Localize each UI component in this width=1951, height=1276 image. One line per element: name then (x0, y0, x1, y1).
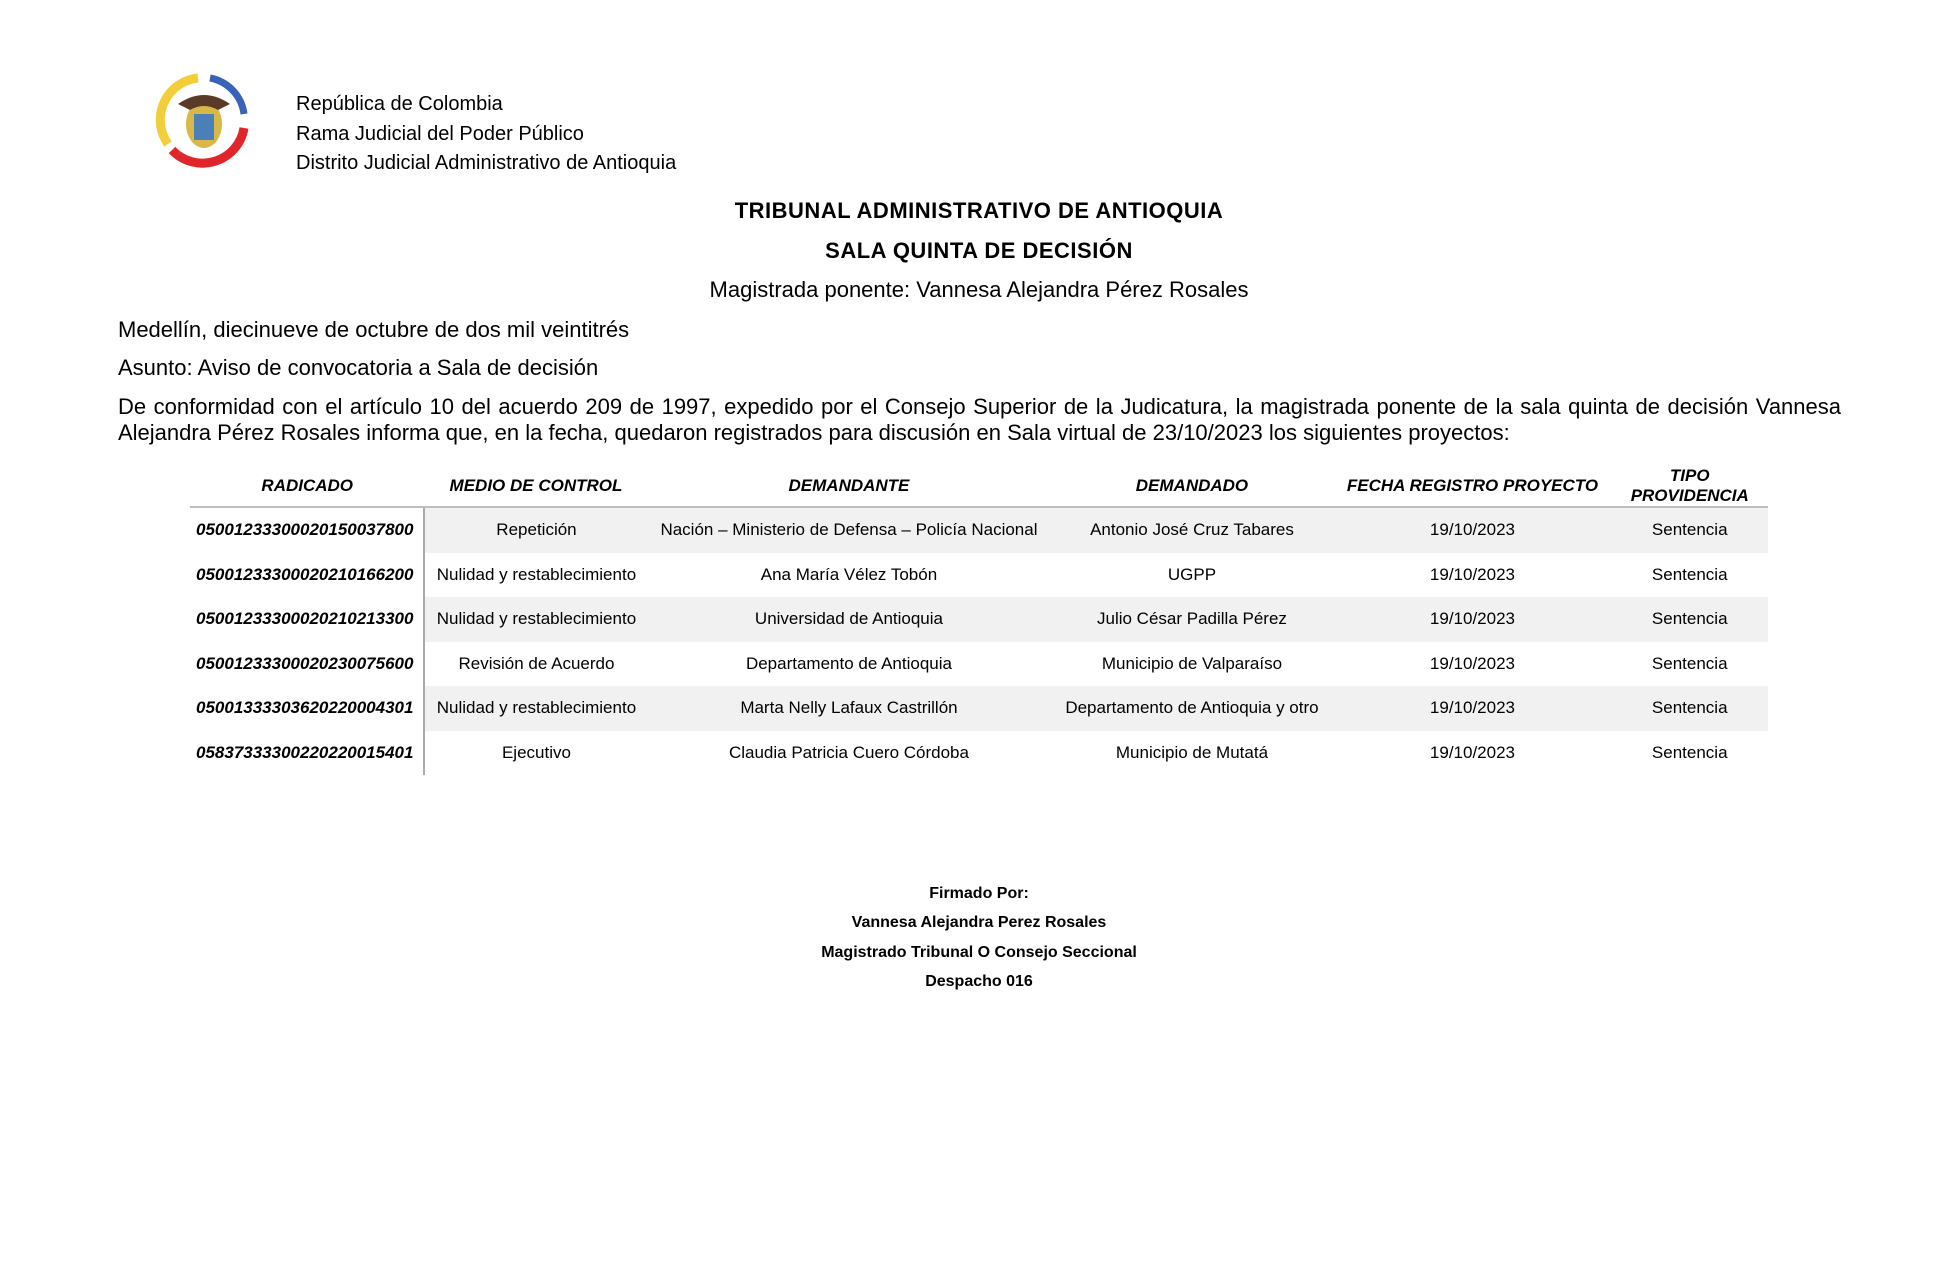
cell-fecha: 19/10/2023 (1333, 597, 1611, 642)
intro-paragraph: De conformidad con el artículo 10 del acuerdo 209 de 1997, expedido por el Consejo Superior de la Judicatura, la magistrada ponente de la sala quinta de decisión Vannesa Alejandra Pérez Rosales informa que, en la fecha, quedaron registrados para discusión en Sala virtual de 23/10/2023 los siguientes proyectos: (118, 394, 1841, 445)
cell-demandante: Universidad de Antioquia (647, 597, 1050, 642)
cell-demandado: Antonio José Cruz Tabares (1050, 507, 1333, 553)
signer-office: Despacho 016 (925, 973, 1033, 990)
cell-demandado: Julio César Padilla Pérez (1050, 597, 1333, 642)
cell-tipo: Sentencia (1651, 742, 1728, 762)
document-title: TRIBUNAL ADMINISTRATIVO DE ANTIOQUIA (734, 198, 1224, 223)
col-demandado: DEMANDADO (1050, 466, 1333, 507)
col-demandante: DEMANDANTE (647, 466, 1050, 507)
cell-demandante: Departamento de Antioquia (745, 653, 952, 673)
cell-tipo: Sentencia (1611, 597, 1768, 642)
cell-radicado: 05001333303620220004301 (190, 686, 424, 731)
cell-demandante: Claudia Patricia Cuero Córdoba (728, 742, 969, 762)
cell-radicado: 05001233300020230075600 (190, 642, 424, 687)
col-fecha: FECHA REGISTRO PROYECTO (1333, 466, 1611, 507)
cell-medio-control: Repetición (424, 507, 647, 553)
cell-radicado: 05001233300020210213300 (190, 597, 424, 642)
cell-tipo: Sentencia (1651, 653, 1728, 673)
cell-medio-control: Ejecutivo (501, 742, 571, 762)
place-date: Medellín, diecinueve de octubre de dos mil veintitrés (118, 317, 630, 342)
cell-tipo: Sentencia (1651, 564, 1728, 584)
projects-table (190, 466, 1768, 775)
cell-fecha: 19/10/2023 (1429, 564, 1516, 584)
cell-demandado: UGPP (1167, 564, 1217, 584)
cell-fecha: 19/10/2023 (1429, 653, 1516, 673)
table-row (190, 642, 1768, 687)
table-row (190, 597, 1768, 642)
cell-tipo: Sentencia (1611, 686, 1768, 731)
cell-medio-control: Nulidad y restablecimiento (436, 564, 637, 584)
cell-demandante: Nación – Ministerio de Defensa – Policía Nacional (647, 507, 1050, 553)
cell-demandado: Municipio de Valparaíso (1101, 653, 1283, 673)
table-row (190, 686, 1768, 731)
header-line-1: República de Colombia (296, 93, 503, 115)
cell-fecha: 19/10/2023 (1333, 686, 1611, 731)
rama-judicial-logo (148, 64, 260, 176)
signed-by-label: Firmado Por: (929, 885, 1029, 902)
cell-demandante: Ana María Vélez Tobón (760, 564, 938, 584)
table-row (190, 731, 1768, 776)
subject: Asunto: Aviso de convocatoria a Sala de decisión (118, 355, 599, 380)
cell-radicado: 05001233300020150037800 (190, 507, 424, 553)
cell-radicado: 05001233300020210166200 (190, 553, 424, 598)
header-line-2: Rama Judicial del Poder Público (296, 123, 584, 145)
cell-demandado: Municipio de Mutatá (1115, 742, 1269, 762)
ponente: Magistrada ponente: Vannesa Alejandra Pérez Rosales (709, 277, 1249, 302)
cell-fecha: 19/10/2023 (1333, 507, 1611, 553)
cell-medio-control: Nulidad y restablecimiento (424, 686, 647, 731)
document-subtitle: SALA QUINTA DE DECISIÓN (825, 238, 1133, 263)
table-row (190, 553, 1768, 598)
cell-medio-control: Nulidad y restablecimiento (424, 597, 647, 642)
cell-medio-control: Revisión de Acuerdo (458, 653, 615, 673)
header-line-3: Distrito Judicial Administrativo de Antioquia (296, 152, 677, 174)
cell-tipo: Sentencia (1611, 507, 1768, 553)
table-header-row (190, 466, 1768, 507)
col-radicado: RADICADO (190, 466, 424, 507)
signer-role: Magistrado Tribunal O Consejo Seccional (821, 944, 1137, 961)
cell-fecha: 19/10/2023 (1429, 742, 1516, 762)
col-medio-control: MEDIO DE CONTROL (424, 466, 647, 507)
col-tipo: TIPO PROVIDENCIA (1611, 466, 1768, 507)
signer-name: Vannesa Alejandra Perez Rosales (851, 914, 1107, 931)
cell-demandante: Marta Nelly Lafaux Castrillón (647, 686, 1050, 731)
table-row (190, 507, 1768, 553)
cell-radicado: 05837333300220220015401 (190, 731, 424, 776)
cell-demandado: Departamento de Antioquia y otro (1050, 686, 1333, 731)
